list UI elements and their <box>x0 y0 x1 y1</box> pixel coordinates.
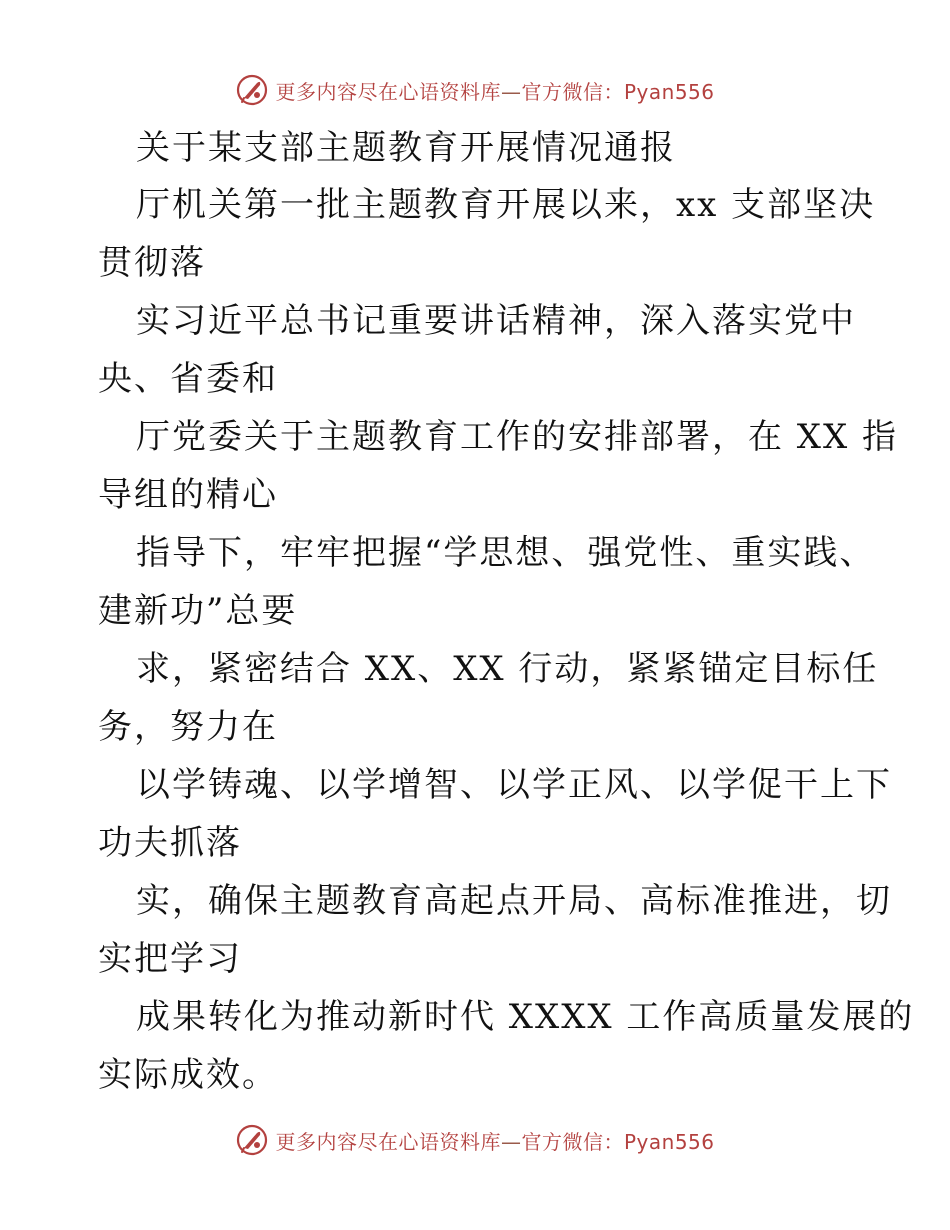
paragraph <box>98 408 899 524</box>
banner-text: 更多内容尽在心语资料库—官方微信：Pyan556 <box>275 79 715 104</box>
paragraph <box>98 640 879 756</box>
quill-pen-logo-icon <box>235 73 269 107</box>
paragraph-line: 实，确保主题教育高起点开局、高标准推进，切 <box>136 881 892 921</box>
paragraph-line-wrap: 贯彻落 <box>98 243 206 283</box>
paragraph-line: 指导下，牢牢把握“学思想、强党性、重实践、 <box>136 533 876 573</box>
paragraph-line-wrap: 建新功”总要 <box>98 591 298 631</box>
paragraph-line: 求，紧密结合 XX、XX 行动，紧紧锚定目标任 <box>136 649 879 689</box>
document-body <box>98 120 915 1104</box>
paragraph-line-wrap: 功夫抓落 <box>98 823 242 863</box>
paragraph-line: 实习近平总书记重要讲话精神，深入落实党中 <box>136 301 856 341</box>
paragraph <box>98 988 915 1104</box>
footer-watermark-banner <box>0 1120 950 1160</box>
paragraph-line-wrap: 导组的精心 <box>98 475 278 515</box>
paragraph-line-wrap: 实把学习 <box>98 939 242 979</box>
paragraph <box>98 756 892 872</box>
paragraph-line: 以学铸魂、以学增智、以学正风、以学促干上下 <box>136 765 892 805</box>
paragraph-line: 成果转化为推动新时代 XXXX 工作高质量发展的 <box>136 997 915 1037</box>
quill-pen-logo-icon <box>235 1123 269 1157</box>
header-watermark-banner <box>0 70 950 110</box>
paragraph <box>98 524 876 640</box>
banner-text: 更多内容尽在心语资料库—官方微信：Pyan556 <box>275 1129 715 1154</box>
paragraph-line-wrap: 央、省委和 <box>98 359 278 399</box>
paragraph-line-wrap: 实际成效。 <box>98 1055 278 1095</box>
paragraph-line: 厅党委关于主题教育工作的安排部署，在 XX 指 <box>136 417 899 457</box>
document-title: 关于某支部主题教育开展情况通报 <box>136 128 676 168</box>
paragraph <box>98 872 892 988</box>
paragraph <box>98 176 876 292</box>
paragraph-line: 厅机关第一批主题教育开展以来，xx 支部坚决 <box>136 185 876 225</box>
paragraph <box>98 292 858 408</box>
paragraph-line-wrap: 务，努力在 <box>98 707 278 747</box>
